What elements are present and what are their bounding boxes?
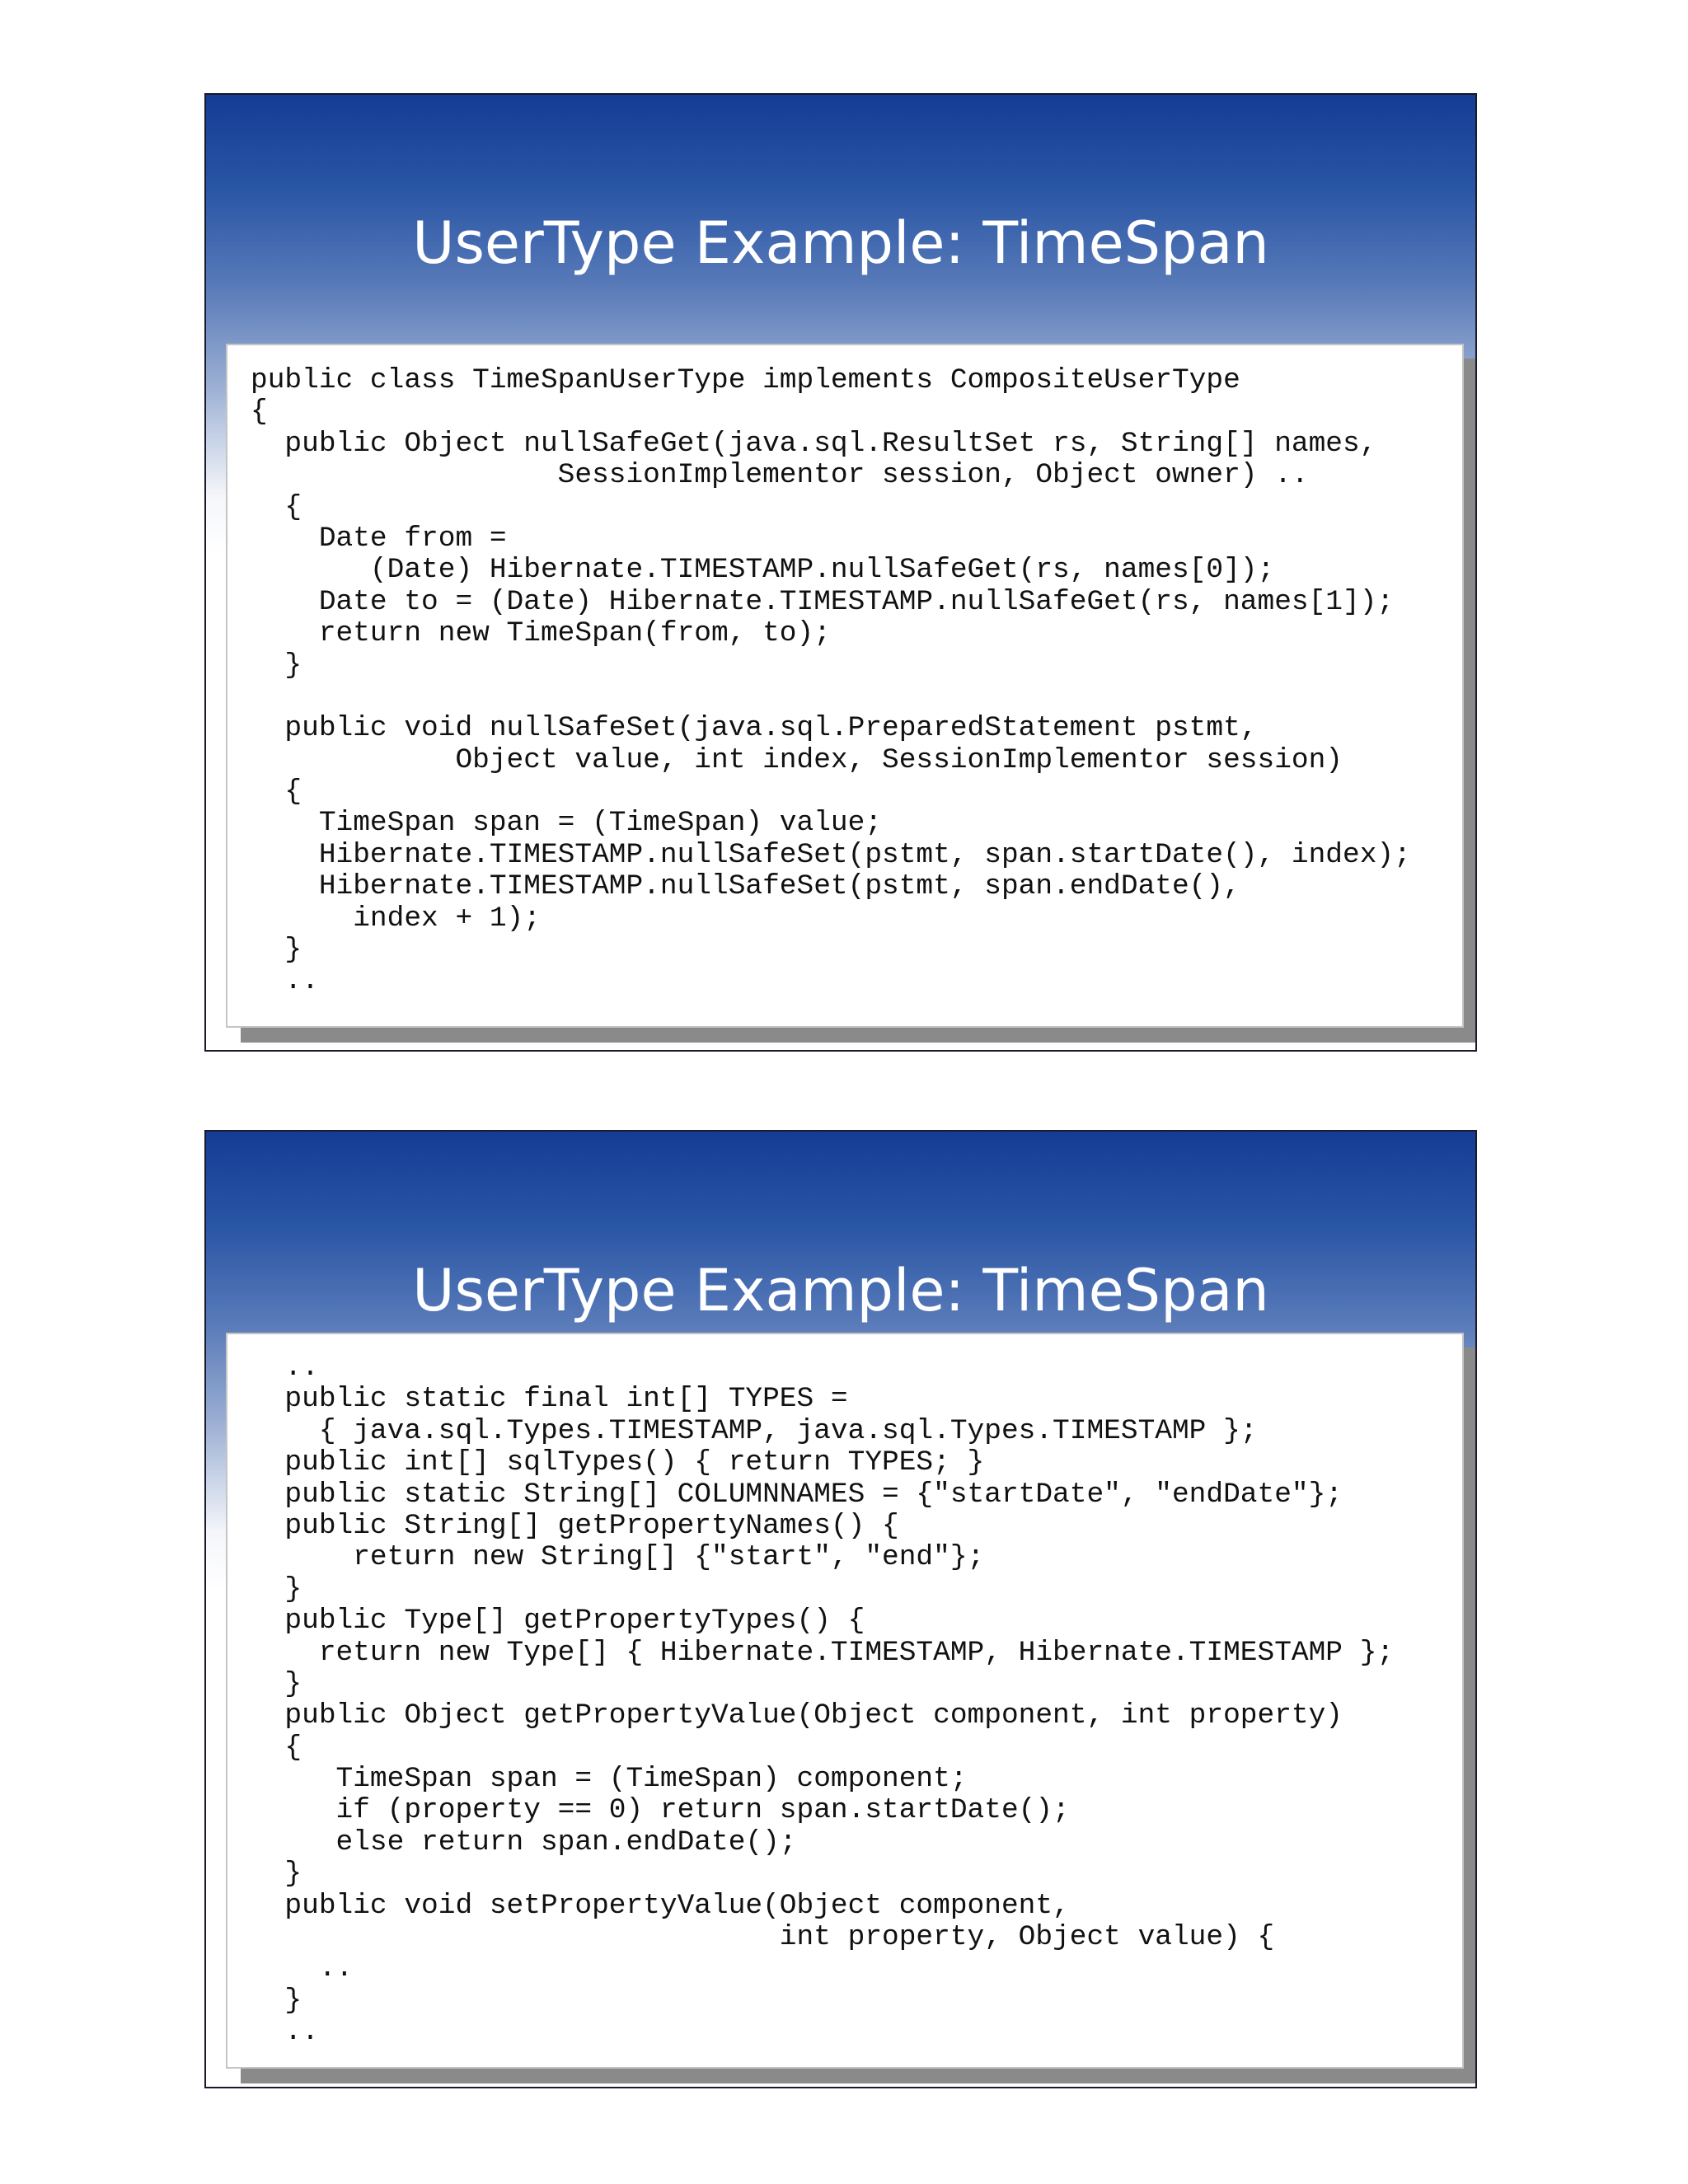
code-line: public void nullSafeSet(java.sql.PreparedStatement pstmt, [251,712,1258,745]
code-line: return new Type[] { Hibernate.TIMESTAMP, Hibernate.TIMESTAMP }; [251,1636,1395,1669]
code-line: Object value, int index, SessionImplementor session) [251,743,1343,776]
code-line: Hibernate.TIMESTAMP.nullSafeSet(pstmt, span.endDate(), [251,870,1240,903]
code-line: return new TimeSpan(from, to); [251,617,831,650]
code-line: public static final int[] TYPES = [251,1383,848,1416]
slide-title: UserType Example: TimeSpan [412,1257,1269,1324]
code-line: } [251,1984,302,2017]
code-line: { [251,396,268,429]
code-line: } [251,1572,302,1605]
code-line: Date from = [251,522,507,555]
code-line: if (property == 0) return span.startDate(); [251,1794,1070,1827]
code-line: { [251,490,302,523]
code-box [226,344,1464,1028]
slide-1 [204,93,1477,1052]
code-line: TimeSpan span = (TimeSpan) component; [251,1763,968,1796]
code-line: .. [251,1952,354,1985]
code-line: public int[] sqlTypes() { return TYPES; } [251,1446,985,1479]
code-line: else return span.endDate(); [251,1825,797,1858]
code-line: .. [251,1352,319,1384]
code-line: return new String[] {"start", "end"}; [251,1541,985,1574]
code-line: SessionImplementor session, Object owner) .. [251,459,1309,492]
code-line: public Type[] getPropertyTypes() { [251,1605,865,1638]
code-line: } [251,1858,302,1891]
code-line: public class TimeSpanUserType implements CompositeUserType [251,364,1240,396]
code-line: Date to = (Date) Hibernate.TIMESTAMP.nullSafeGet(rs, names[1]); [251,585,1395,618]
code-block [251,1352,1394,2049]
code-line [251,682,1411,713]
code-line: index + 1); [251,902,541,935]
code-line: { [251,1731,302,1764]
code-line: public void setPropertyValue(Object component, [251,1889,1070,1922]
code-line: { java.sql.Types.TIMESTAMP, java.sql.Types.TIMESTAMP }; [251,1414,1258,1447]
code-line: (Date) Hibernate.TIMESTAMP.nullSafeGet(rs, names[0]); [251,554,1275,587]
code-line: public static String[] COLUMNNAMES = {"startDate", "endDate"}; [251,1478,1343,1511]
code-line: .. [251,2016,319,2049]
code-line: } [251,934,302,967]
code-box [226,1333,1464,2069]
code-line: Hibernate.TIMESTAMP.nullSafeSet(pstmt, span.startDate(), index); [251,838,1411,871]
code-line: int property, Object value) { [251,1921,1275,1954]
code-line: { [251,776,302,808]
code-line: TimeSpan span = (TimeSpan) value; [251,807,883,840]
code-line: } [251,1667,302,1700]
slide-title: UserType Example: TimeSpan [412,209,1269,277]
code-line: public Object nullSafeGet(java.sql.ResultSet rs, String[] names, [251,427,1377,460]
code-line: public String[] getPropertyNames() { [251,1509,899,1542]
code-block [251,365,1411,998]
slide-2 [204,1130,1477,2088]
code-line: .. [251,965,319,998]
code-line: public Object getPropertyValue(Object component, int property) [251,1699,1343,1732]
code-line: } [251,649,302,682]
